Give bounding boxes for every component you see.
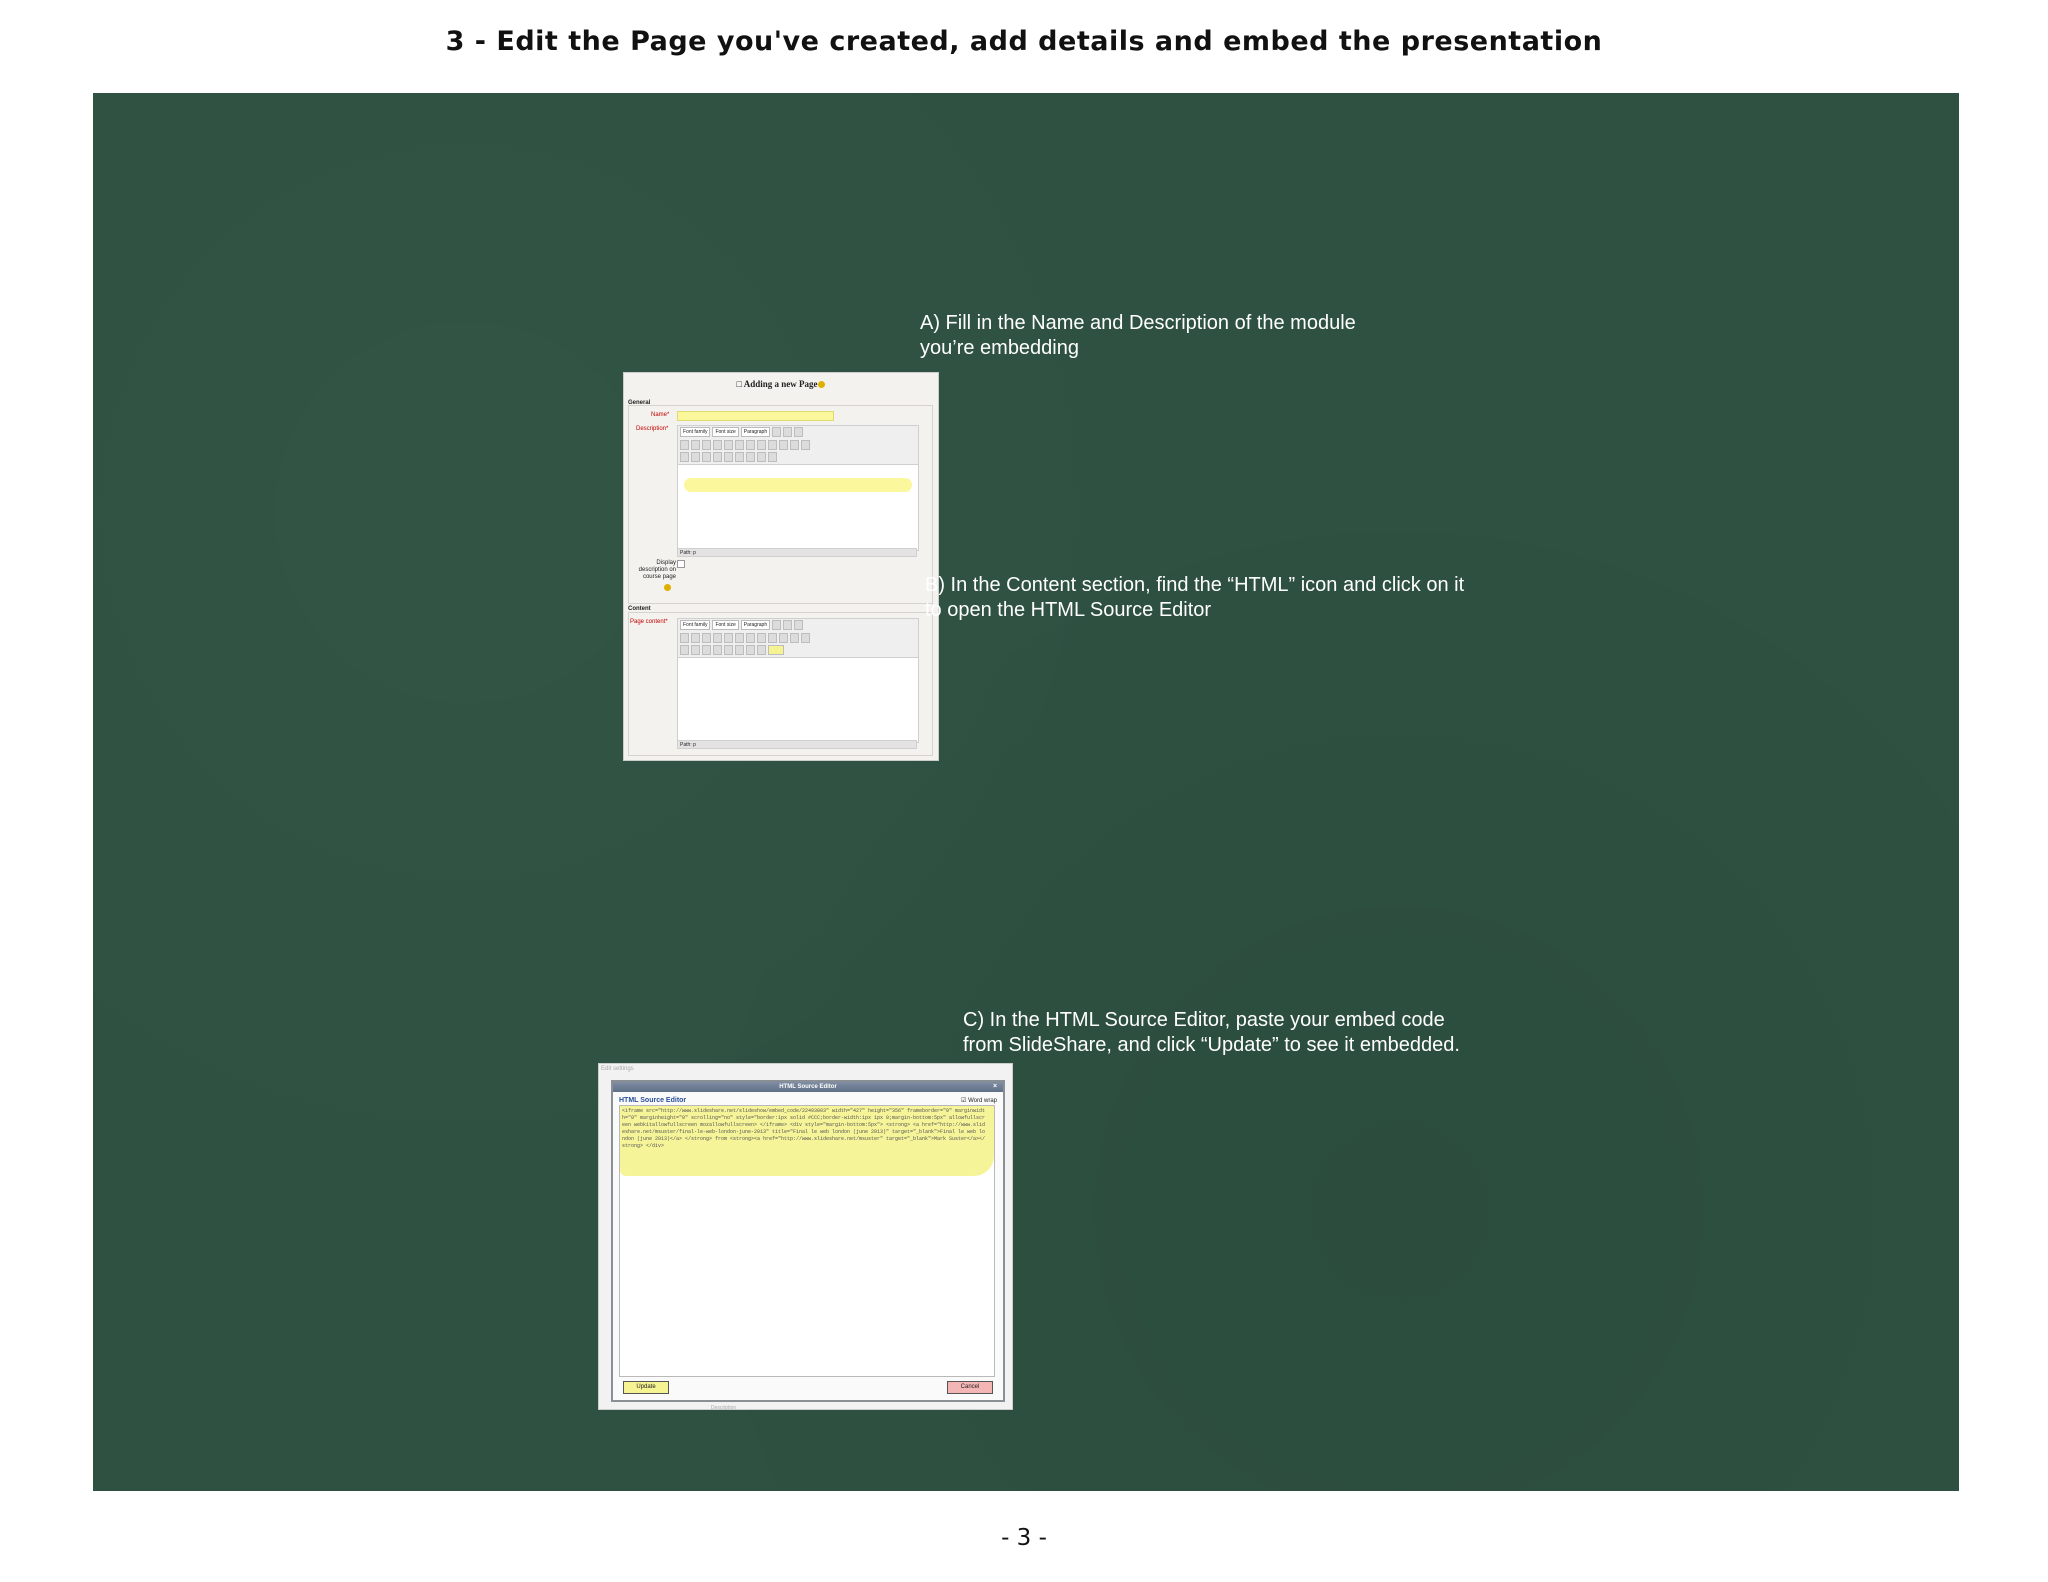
cancel-button[interactable]: Cancel — [947, 1381, 993, 1394]
background-edit-settings: Edit settings — [601, 1066, 634, 1072]
toolbar-button[interactable] — [779, 440, 788, 450]
content-legend: Content — [628, 606, 651, 612]
editor-heading: HTML Source Editor — [619, 1097, 687, 1104]
toolbar-button[interactable] — [790, 633, 799, 643]
dialog-titlebar: HTML Source Editor × — [613, 1082, 1003, 1092]
toolbar-button[interactable] — [746, 633, 755, 643]
italic-icon[interactable] — [691, 440, 700, 450]
help-icon — [664, 584, 671, 591]
underline-icon[interactable] — [702, 633, 711, 643]
page-number: - 3 - — [1001, 1525, 1047, 1551]
update-button[interactable]: Update — [623, 1381, 669, 1394]
toolbar-button[interactable] — [713, 452, 722, 462]
name-input[interactable] — [677, 411, 834, 421]
page-icon: □ — [736, 379, 742, 389]
toolbar-button[interactable] — [757, 645, 766, 655]
html-editor-screenshot — [598, 1063, 1013, 1410]
add-page-screenshot — [623, 372, 939, 761]
toolbar-button[interactable] — [691, 452, 700, 462]
italic-icon[interactable] — [691, 633, 700, 643]
help-icon — [818, 381, 825, 388]
toolbar-button[interactable] — [702, 452, 711, 462]
toolbar-button[interactable] — [772, 620, 781, 630]
paragraph-select[interactable]: Paragraph — [741, 427, 770, 437]
slide-panel — [93, 93, 1959, 1491]
toolbar-button[interactable] — [735, 452, 744, 462]
html-source-icon[interactable] — [768, 645, 784, 655]
font-family-select[interactable]: Font family — [680, 427, 710, 437]
close-icon[interactable]: × — [992, 1083, 998, 1090]
toolbar-button[interactable] — [691, 645, 700, 655]
toolbar-button[interactable] — [768, 633, 777, 643]
toolbar-button[interactable] — [680, 645, 689, 655]
toolbar-button[interactable] — [735, 645, 744, 655]
underline-icon[interactable] — [702, 440, 711, 450]
toolbar-button[interactable] — [801, 440, 810, 450]
display-description-checkbox[interactable] — [677, 560, 685, 568]
bold-icon[interactable] — [680, 633, 689, 643]
description-highlight — [684, 478, 912, 492]
toolbar-button[interactable] — [746, 440, 755, 450]
toolbar-button[interactable] — [794, 427, 803, 437]
description-path: Path: p — [677, 548, 917, 557]
embed-code: <iframe src="http://www.slideshare.net/slideshow/embed_code/22493003" width="427" height="356" frameborder="0" marginwidth="0" marginheight="0" scrolling="no" style="border:1px solid #CCC;border-width:1px 1px 0;margin-bottom:5px" allowfullscreen webkitallowfullscreen mozallowfullscreen> </iframe> <div style="margin-bottom:5px"> <strong> <a href="http://www.slideshare.net/msuster/final-le-web-london-june-2013" title="Final le web london (june 2013)" target="_blank">Final le web london (june 2013)</a> </strong> from <strong><a href="http://www.slideshare.net/msuster" target="_blank">Mark Suster</a></strong> </div> — [622, 1108, 986, 1149]
toolbar-button[interactable] — [724, 633, 733, 643]
html-source-textarea[interactable] — [619, 1105, 995, 1377]
toolbar-button[interactable] — [757, 633, 766, 643]
toolbar-button[interactable] — [790, 440, 799, 450]
toolbar-button[interactable] — [779, 633, 788, 643]
toolbar-button[interactable] — [713, 645, 722, 655]
page-content-path: Path: p — [677, 740, 917, 749]
html-source-editor-dialog — [611, 1080, 1005, 1402]
bold-icon[interactable] — [680, 440, 689, 450]
toolbar-button[interactable] — [724, 452, 733, 462]
page-content-label: Page content* — [630, 619, 668, 625]
step-c-caption: C) In the HTML Source Editor, paste your embed code from SlideShare, and click “Update” to see it embedded. — [963, 1009, 1460, 1056]
toolbar-button[interactable] — [783, 620, 792, 630]
page-title: 3 - Edit the Page you've created, add details and embed the presentation — [445, 26, 1603, 57]
display-description-label: Display description on course page — [638, 560, 676, 580]
toolbar-button[interactable] — [735, 440, 744, 450]
page-content-editor[interactable] — [677, 657, 919, 743]
toolbar-button[interactable] — [757, 452, 766, 462]
content-toolbar — [677, 618, 919, 658]
toolbar-button[interactable] — [768, 452, 777, 462]
toolbar-button[interactable] — [746, 645, 755, 655]
general-legend: General — [628, 400, 651, 406]
word-wrap-option[interactable]: ☑ Word wrap — [961, 1098, 997, 1104]
font-family-select[interactable]: Font family — [680, 620, 710, 630]
description-toolbar — [677, 425, 919, 465]
add-page-heading: □ Adding a new Page — [624, 379, 938, 389]
toolbar-button[interactable] — [713, 633, 722, 643]
font-size-select[interactable]: Font size — [712, 620, 738, 630]
font-size-select[interactable]: Font size — [712, 427, 738, 437]
description-label: Description* — [636, 426, 669, 432]
toolbar-button[interactable] — [724, 645, 733, 655]
toolbar-button[interactable] — [735, 633, 744, 643]
toolbar-button[interactable] — [783, 427, 792, 437]
name-label: Name* — [651, 412, 670, 418]
toolbar-button[interactable] — [724, 440, 733, 450]
toolbar-button[interactable] — [702, 645, 711, 655]
checkbox-icon: ☑ — [961, 1098, 967, 1104]
toolbar-button[interactable] — [713, 440, 722, 450]
toolbar-button[interactable] — [794, 620, 803, 630]
toolbar-button[interactable] — [746, 452, 755, 462]
toolbar-button[interactable] — [768, 440, 777, 450]
toolbar-button[interactable] — [680, 452, 689, 462]
step-b-caption: B) In the Content section, find the “HTML” icon and click on it to open the HTML Source Editor — [925, 574, 1465, 621]
step-a-caption: A) Fill in the Name and Description of the module you’re embedding — [920, 312, 1356, 359]
toolbar-button[interactable] — [757, 440, 766, 450]
paragraph-select[interactable]: Paragraph — [741, 620, 770, 630]
toolbar-button[interactable] — [772, 427, 781, 437]
background-description: Description — [711, 1405, 737, 1411]
toolbar-button[interactable] — [801, 633, 810, 643]
